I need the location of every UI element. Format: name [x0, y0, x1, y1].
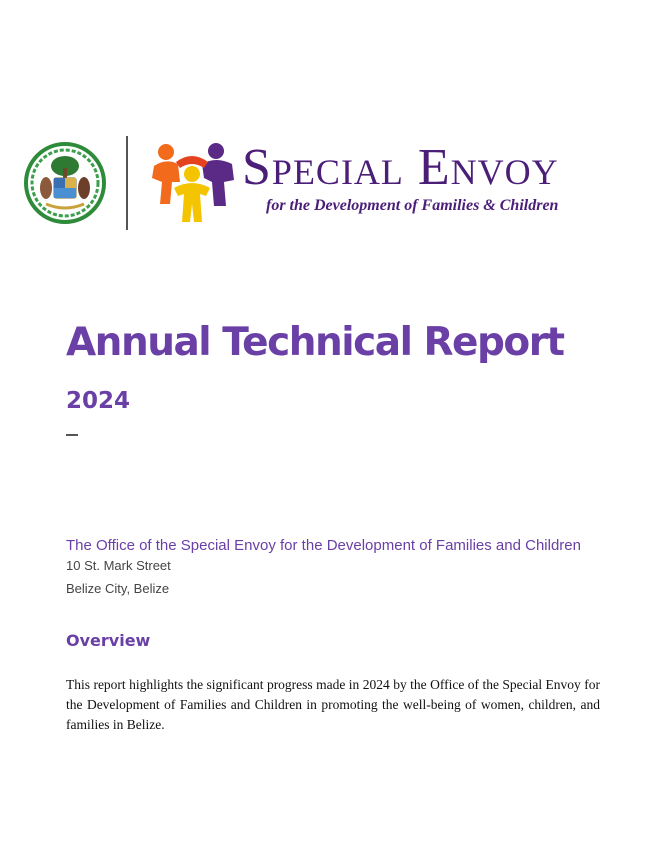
overview-heading: Overview — [66, 631, 151, 650]
address-street: 10 St. Mark Street — [66, 558, 171, 573]
belize-coat-of-arms-icon — [24, 142, 106, 224]
report-header — [0, 0, 663, 260]
header-divider — [126, 136, 128, 230]
report-year: 2024 — [66, 388, 131, 414]
report-title: Annual Technical Report — [66, 320, 564, 365]
address-city: Belize City, Belize — [66, 581, 170, 596]
organization-title: Special Envoy — [242, 139, 559, 196]
year-underline-divider — [66, 434, 78, 436]
organization-subtitle: for the Development of Families & Children — [266, 197, 559, 214]
overview-paragraph: This report highlights the significant progress made in 2024 by the Office of the Special Envoy for the Development of Families and Children in promoting the well-being of women, children, and families in Belize. — [66, 677, 600, 732]
family-figures-logo-icon — [150, 142, 236, 226]
office-name: The Office of the Special Envoy for the Development of Families and Children — [66, 537, 581, 554]
